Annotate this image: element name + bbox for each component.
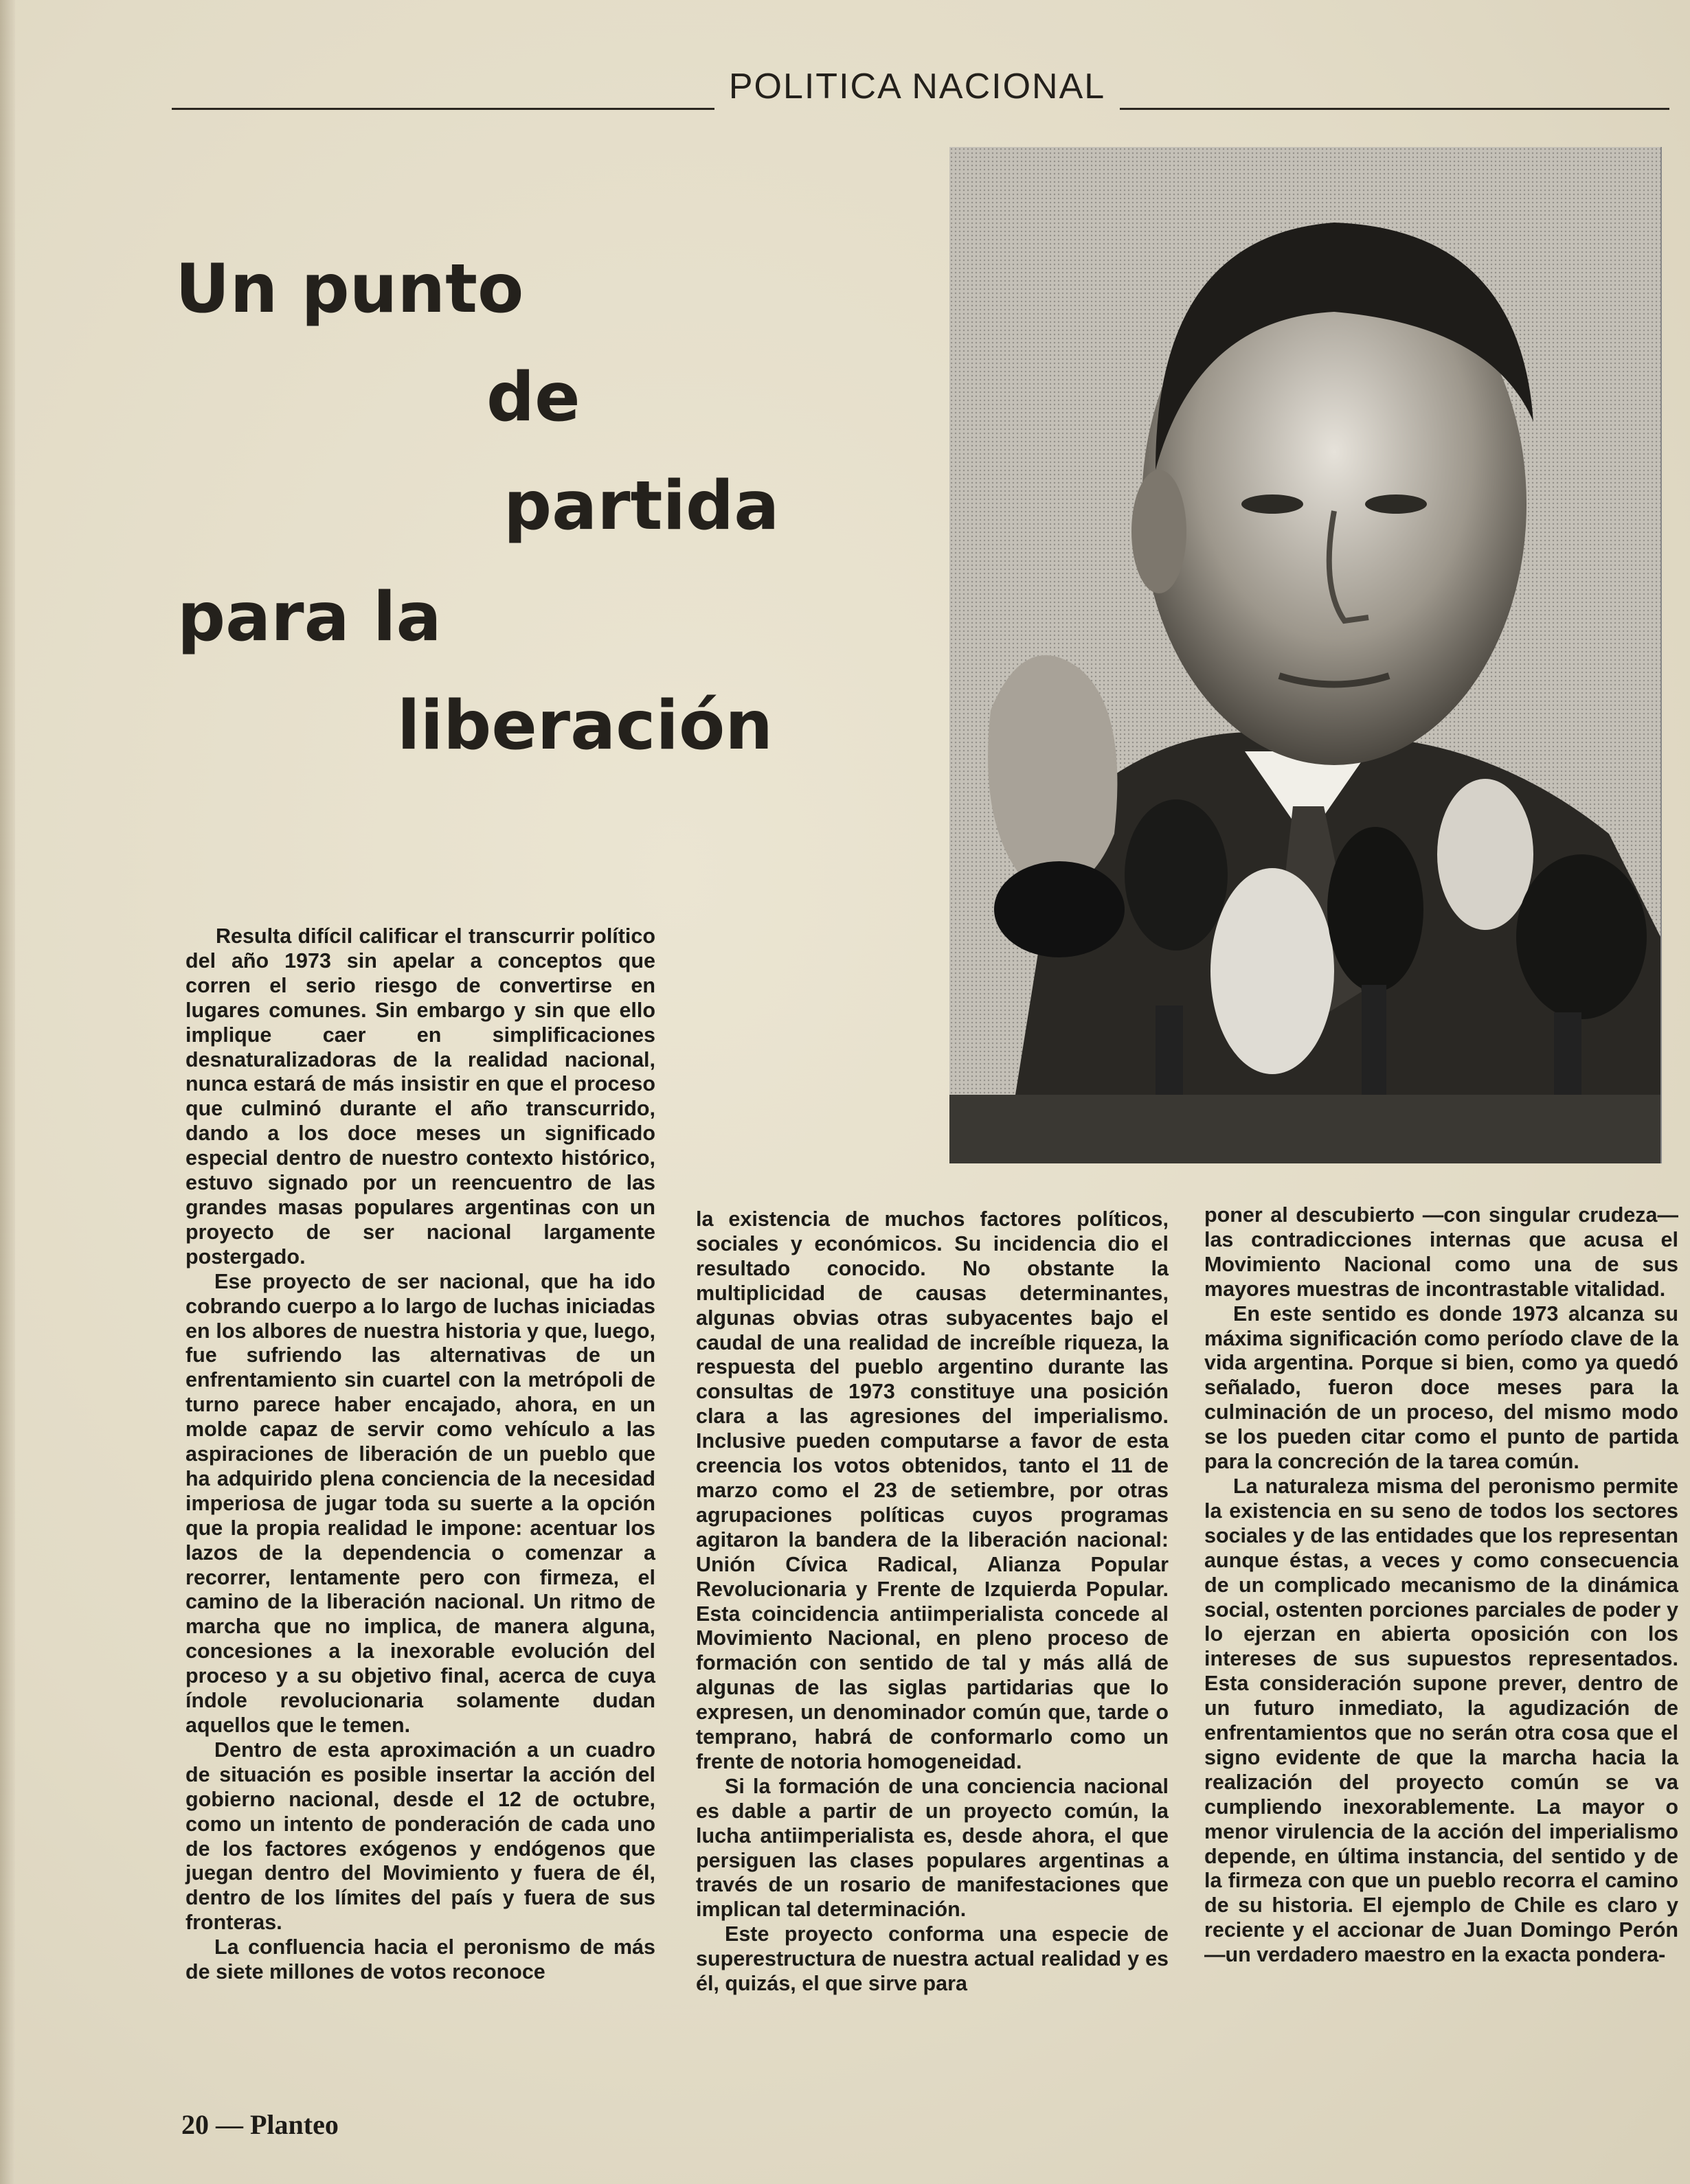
- press-conference-photo: [949, 147, 1662, 1163]
- article-column-1: [185, 924, 655, 1985]
- page-binding-edge: [0, 0, 15, 2184]
- magazine-name: Planteo: [250, 2109, 339, 2140]
- headline-line-1: Un punto: [175, 250, 524, 328]
- paragraph: la existencia de muchos factores políticos, sociales y económicos. Su incidencia dio el resultado conocido. No obstante la multiplicidad de causas determinantes, algunas obvias otras subyacentes bajo el caudal de una realidad de increíble riqueza, la respuesta del pueblo argentino durante las consultas de 1973 constituye una posición clara a las agresiones del imperialismo. Inclusive pueden computarse a favor de esta creencia los votos obtenidos, tanto el 11 de marzo como el 23 de setiembre, por otras agrupaciones políticas cuyos programas agitaron la bandera de la liberación nacional: Unión Cívica Radical, Alianza Popular Revolucionaria y Frente de Izquierda Popular. Esta coincidencia antiimperialista concede al Movimiento Nacional, en pleno proceso de formación con sentido de tal y más allá de algunas de las siglas partidarias que lo expresen, un denominador común que, tarde o temprano, habrá de conformarlo como un frente de notoria homogeneidad.: [696, 1207, 1169, 1773]
- headline-line-2: de: [486, 359, 581, 437]
- section-label: POLITICA NACIONAL: [728, 67, 1106, 106]
- paragraph: Este proyecto conforma una especie de superestructura de nuestra actual realidad y es él, quizás, el que sirve para: [696, 1922, 1169, 1996]
- paragraph: Dentro de esta aproximación a un cuadro de situación es posible insertar la acción del gobierno nacional, desde el 12 de octubre, como un intento de ponderación de cada uno de los factores exógenos y endógenos que juegan dentro del Movimiento y fuera de él, dentro de los límites del país y fuera de sus fronteras.: [185, 1738, 655, 1935]
- paragraph: La confluencia hacia el peronismo de más de siete millones de votos reconoce: [185, 1935, 655, 1984]
- paragraph: poner al descubierto —con singular crudeza— las contradicciones internas que acusa el Movimiento Nacional como una de sus mayores muestras de incontrastable vitalidad.: [1204, 1203, 1678, 1301]
- headline-line-3: partida: [504, 467, 780, 545]
- headline-line-5: liberación: [397, 687, 774, 765]
- footer-dash: —: [216, 2109, 243, 2140]
- paragraph: En este sentido es donde 1973 alcanza su máxima significación como período clave de la vida argentina. Porque si bien, como ya quedó señalado, fueron doce meses para la culminación de un proceso, del mismo modo se los pueden citar como el punto de partida para la concreción de la tarea común.: [1204, 1301, 1678, 1474]
- paragraph: Resulta difícil calificar el transcurrir político del año 1973 sin apelar a conceptos que corren el serio riesgo de convertirse en lugares comunes. Sin embargo y sin que ello implique caer en simplificaciones desnaturalizadoras de la realidad nacional, nunca estará de más insistir en que el proceso que culminó durante el año transcurrido, dando a los doce meses un significado especial dentro de nuestro contexto histórico, estuvo signado por un reencuentro de las grandes masas populares argentinas con un proyecto de ser nacional largamente postergado.: [185, 924, 655, 1269]
- header-rule-left: [172, 108, 714, 110]
- photo-illustration: [949, 147, 1660, 1163]
- headline-line-4: para la: [177, 578, 442, 657]
- paragraph: Si la formación de una conciencia nacional es dable a partir de un proyecto común, la lucha antiimperialista es, desde ahora, el que persiguen las clases populares argentinas a través de un rosario de manifestaciones que implican tal determinación.: [696, 1774, 1169, 1922]
- paragraph: La naturaleza misma del peronismo permite la existencia en su seno de todos los sectores sociales y de las entidades que los representan aunque éstas, a veces y como consecuencia de un complicado mecanismo de la dinámica social, ostenten porciones parciales de poder y lo ejerzan en abierta oposición con los intereses de sus supuestos representados. Esta consideración supone prever, dentro de un futuro inmediato, la agudización de enfrentamientos que no serán otra cosa que el signo evidente de que la marcha hacia la realización del proyecto común se va cumpliendo inexorablemente. La mayor o menor virulencia de la acción del imperialismo depende, en última instancia, del sentido y de la firmeza con que un pueblo recorra el camino de su historia. El ejemplo de Chile es claro y reciente y el accionar de Juan Domingo Perón —un verdadero maestro en la exacta pondera-: [1204, 1474, 1678, 1967]
- paragraph: Ese proyecto de ser nacional, que ha ido cobrando cuerpo a lo largo de luchas iniciadas en los albores de nuestra historia y que, luego, fue sufriendo las alternativas de un enfrentamiento sin cuartel con la metrópoli de turno parece haber encajado, ahora, en un molde capaz de servir como vehículo a las aspiraciones de liberación de un pueblo que ha adquirido plena conciencia de la necesidad imperiosa de jugar toda su suerte a la opción que la propia realidad le impone: acentuar los lazos de la dependencia o comenzar a recorrer, lentamente pero con firmeza, el camino de la liberación nacional. Un ritmo de marcha que no implica, de manera alguna, concesiones a la inexorable evolución del proceso y a su objetivo final, acerca de cuya índole revolucionaria solamente dudan aquellos que le temen.: [185, 1269, 655, 1737]
- article-column-3: [1204, 1203, 1678, 1968]
- article-column-2: [696, 1207, 1169, 1997]
- header-rule-right: [1120, 108, 1669, 110]
- page-number: 20: [181, 2109, 209, 2140]
- page-footer: [181, 2108, 339, 2141]
